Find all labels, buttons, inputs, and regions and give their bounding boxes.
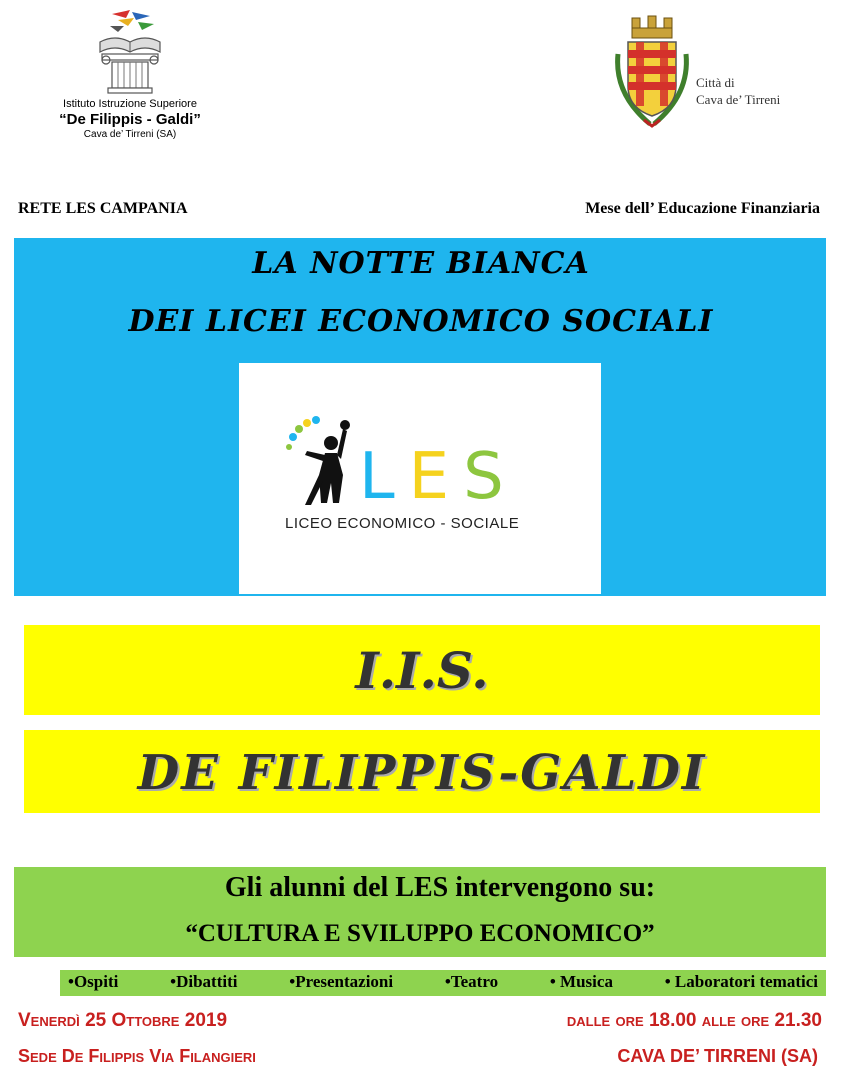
institute-acronym: I.I.S. [24, 625, 820, 715]
school-name: “De Filippis - Galdi” [59, 111, 201, 128]
activity-item: •Presentazioni [289, 972, 394, 991]
activity-item: •Ospiti [68, 972, 119, 991]
les-letter-l: L [359, 440, 409, 514]
activity-item: •Dibattiti [170, 972, 238, 991]
activity-item: • Musica [549, 972, 613, 991]
event-time: dalle ore 18.00 alle ore 21.30 [566, 1010, 822, 1031]
les-letters [359, 440, 518, 514]
city-name [696, 74, 780, 108]
les-caption: LICEO ECONOMICO - SOCIALE [285, 515, 520, 532]
les-letter-e: E [408, 440, 464, 514]
les-letter-s: S [463, 440, 518, 514]
event-venue: Sede De Filippis Via Filangieri [18, 1046, 256, 1066]
activity-item: • Laboratori tematici [664, 972, 818, 991]
school-type: Istituto Istruzione Superiore [63, 98, 197, 110]
program-theme: “CULTURA E SVILUPPO ECONOMICO” [185, 920, 655, 947]
event-title-line-1: LA NOTTE BIANCA [252, 246, 590, 281]
event-city: CAVA DE’ TIRRENI (SA) [617, 1046, 818, 1066]
school-city: Cava de’ Tirreni (SA) [83, 129, 177, 140]
month-label: Mese dell’ Educazione Finanziaria [585, 200, 820, 217]
event-date: Venerdì 25 Ottobre 2019 [18, 1010, 228, 1031]
institute-name: DE FILIPPIS-GALDI [24, 730, 820, 813]
coat-of-arms-icon [610, 14, 694, 132]
activities-list [60, 972, 826, 992]
event-title-line-2: DEI LICEI ECONOMICO SOCIALI [128, 304, 714, 339]
school-emblem-icon [90, 8, 170, 96]
program-intro: Gli alunni del LES intervengono su: [224, 872, 656, 903]
city-logo [610, 14, 820, 134]
city-line-2: Cava de’ Tirreni [696, 92, 781, 107]
activity-item: •Teatro [444, 972, 499, 991]
network-label: RETE LES CAMPANIA [18, 200, 188, 217]
school-logo [20, 8, 240, 158]
les-logo-card [239, 363, 601, 594]
city-line-1: Città di [696, 75, 735, 90]
